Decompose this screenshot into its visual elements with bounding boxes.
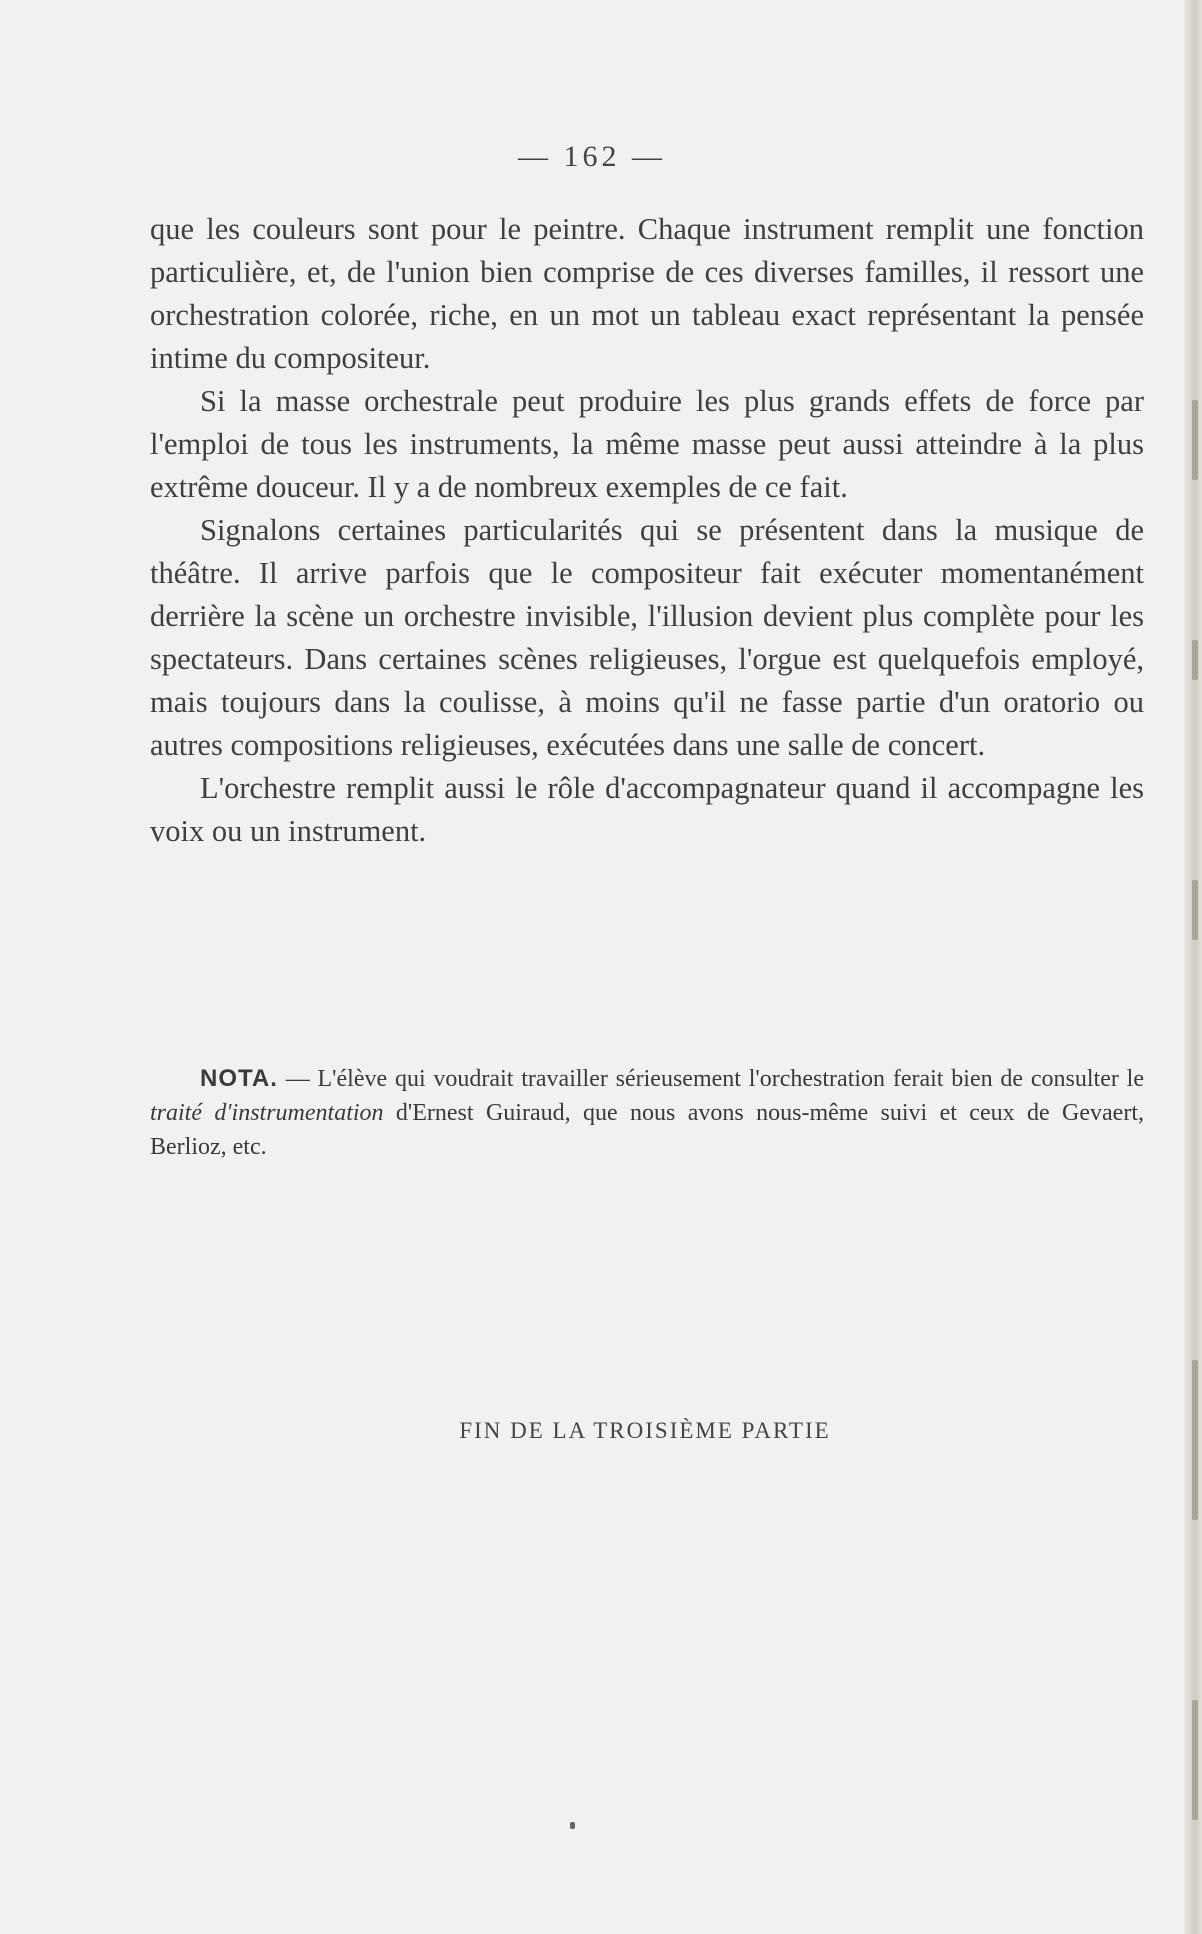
main-text: [150, 208, 1144, 853]
note-italic-title: traité d'instrumentation: [150, 1100, 384, 1126]
edge-mark: [1192, 1700, 1198, 1820]
paragraph-2: Si la masse orchestrale peut produire les plus grands effets de force par l'emploi de tous les instruments, la même masse peut aussi atteindre à la plus extrême douceur. Il y a de nombreux exemples de ce fait.: [150, 384, 1144, 504]
part-end-label: FIN DE LA TROISIÈME PARTIE: [459, 1418, 831, 1443]
ink-speck: [570, 1822, 575, 1829]
note-text-before: — L'élève qui voudrait travailler sérieusement l'orchestration ferait bien de consulter le: [277, 1066, 1144, 1092]
footnote: [150, 1062, 1144, 1164]
paragraph-1: que les couleurs sont pour le peintre. Chaque instrument remplit une fonction particulière, et, de l'union bien comprise de ces diverses familles, il ressort une orchestration colorée, riche, en un mot un tableau exact représentant la pensée intime du compositeur.: [150, 212, 1144, 375]
edge-mark: [1192, 400, 1198, 480]
edge-mark: [1192, 880, 1198, 940]
note-text-after: d'Ernest Guiraud, que nous avons nous-même suivi et ceux de Gevaert, Berlioz, etc.: [150, 1100, 1144, 1160]
edge-mark: [1192, 1360, 1198, 1520]
note-lead: NOTA.: [200, 1065, 278, 1092]
paragraph-3: Signalons certaines particularités qui se présentent dans la musique de théâtre. Il arrive parfois que le compositeur fait exécuter momentanément derrière la scène un orchestre invisible, l'illusion devient plus complète pour les spectateurs. Dans certaines scènes religieuses, l'orgue est quelquefois employé, mais toujours dans la coulisse, à moins qu'il ne fasse partie d'un oratorio ou autres compositions religieuses, exécutées dans une salle de concert.: [150, 513, 1144, 762]
page-edge: [1184, 0, 1202, 1934]
paragraph-4: L'orchestre remplit aussi le rôle d'accompagnateur quand il accompagne les voix ou un instrument.: [150, 771, 1144, 848]
edge-mark: [1192, 640, 1198, 680]
page-number-header: — 162 —: [518, 140, 666, 173]
